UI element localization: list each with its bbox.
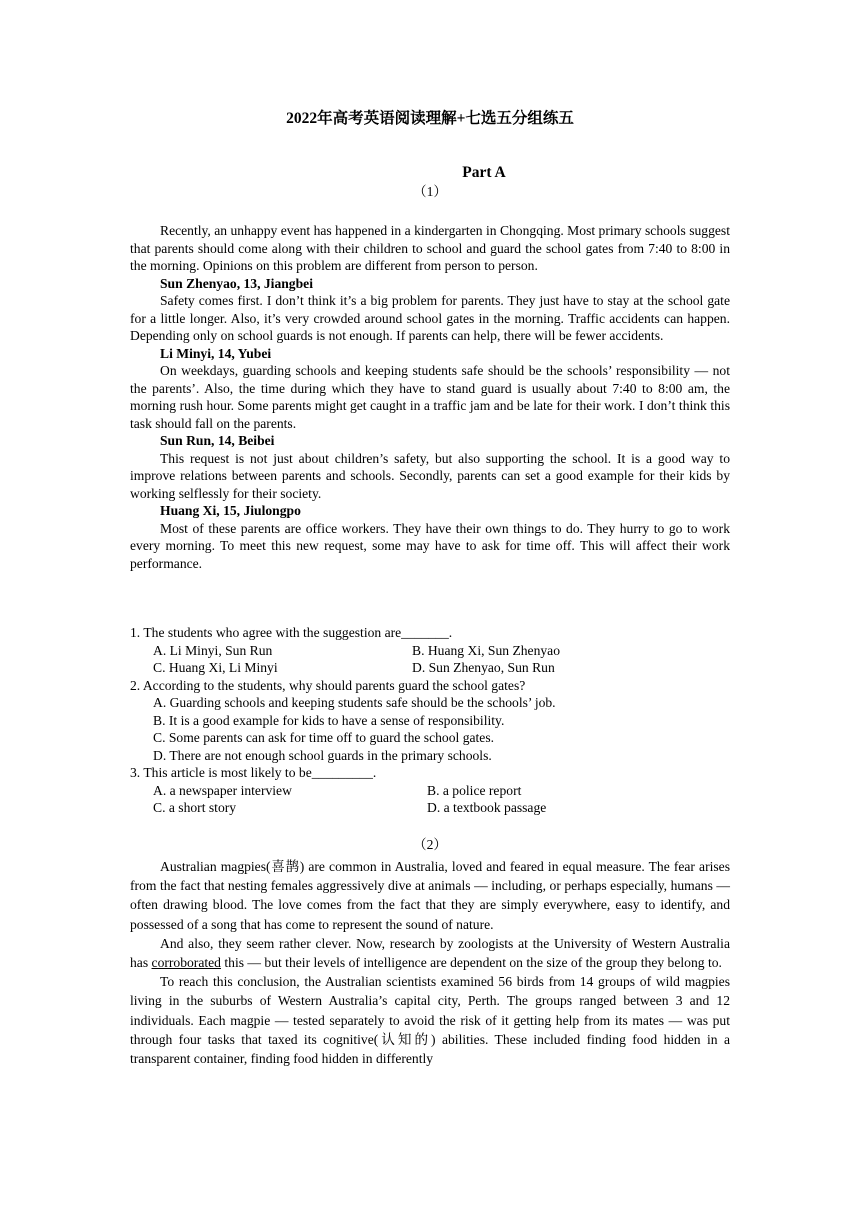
passage-2 — [130, 857, 730, 1068]
passage-1 — [130, 222, 730, 572]
question-stem: 2. According to the students, why should parents guard the school gates? — [130, 677, 526, 693]
speaker-opinion: Most of these parents are office workers. They have their own things to do. They hurry to go to work every morning. To meet this new request, some may have to ask for time off. This will affect their work performance. — [130, 520, 730, 571]
paragraph — [130, 934, 730, 972]
speaker-name: Sun Zhenyao, 13, Jiangbei — [160, 275, 313, 291]
option-row — [130, 642, 730, 660]
option: D. There are not enough school guards in the primary schools. — [153, 747, 492, 763]
option: D. Sun Zhenyao, Sun Run — [412, 660, 555, 675]
speaker-name: Huang Xi, 15, Jiulongpo — [160, 503, 301, 518]
option-row — [130, 782, 730, 800]
text: And also, they seem rather clever. Now, research by zoologists at the University of Western Australia has — [130, 935, 730, 971]
passage-number: （2） — [413, 837, 447, 852]
option: C. Some parents can ask for time off to guard the school gates. — [153, 730, 495, 745]
option: C. a short story — [153, 800, 237, 815]
option: C. Huang Xi, Li Minyi — [153, 660, 278, 675]
option-row — [130, 799, 730, 817]
questions — [130, 624, 730, 817]
question-stem: 1. The students who agree with the suggestion are_______. — [130, 625, 453, 640]
paragraph: Australian magpies(喜鹊) are common in Australia, loved and feared in equal measure. The fear arises from the fact that nesting females aggressively dive at animals — including, or perhaps especially, humans — often drawing blood. The love comes from the fact that they are simply everywhere, easy to identify, and possessed of a song that has come to represent the sound of nature. — [130, 859, 730, 932]
speaker-name: Sun Run, 14, Beibei — [160, 433, 275, 448]
text: this — but their levels of intelligence are dependent on the size of the group they belong to. — [220, 955, 722, 971]
option: A. Li Minyi, Sun Run — [153, 642, 273, 658]
part-heading: Part A — [462, 164, 506, 181]
option: B. a police report — [427, 782, 522, 798]
paragraph: To reach this conclusion, the Australian scientists examined 56 birds from 14 groups of wild magpies living in the suburbs of Western Australia’s capital city, Perth. The groups ranged between 3 and 12 individuals. Each magpie — tested separately to avoid the risk of it getting help from its mates — was put through four tasks that taxed its cognitive(认知的) abilities. These included finding food hidden in a transparent container, finding food hidden in differently — [130, 974, 730, 1067]
option: B. It is a good example for kids to have a sense of responsibility. — [153, 712, 505, 728]
option: A. Guarding schools and keeping students safe should be the schools’ job. — [153, 695, 556, 710]
document-title: 2022年高考英语阅读理解+七选五分组练五 — [286, 110, 574, 127]
speaker-opinion: Safety comes first. I don’t think it’s a big problem for parents. They just have to stay at the school gate for a little longer. Also, it’s very crowded around school gates in the morning. Traffic accidents can happen. Depending only on school guards is not enough. If parents can help, there will be fewer accidents. — [130, 293, 730, 343]
speaker-opinion: This request is not just about children’s safety, but also supporting the school. It is a good way to improve relations between parents and schools. Secondly, parents can set a good example for their kids by working selflessly for their society. — [130, 450, 730, 501]
option: A. a newspaper interview — [153, 782, 292, 798]
speaker-opinion: On weekdays, guarding schools and keeping students safe should be the schools’ responsibility — not the parents’. Also, the time during which they have to stand guard is usually about 7:40 to 8:00 am, the morning rush hour. Some parents might get caught in a traffic jam and be late for their work. I don’t think this task should fall on the parents. — [130, 363, 730, 431]
option-row — [130, 659, 730, 677]
passage-intro: Recently, an unhappy event has happened in a kindergarten in Chongqing. Most primary schools suggest that parents should come along with their children to school and guard the school gates from 7:40 to 8:00 in the morning. Opinions on this problem are different from person to person. — [130, 223, 730, 273]
underlined-word: corroborated — [151, 955, 221, 971]
passage-number: （1） — [413, 184, 447, 199]
option: B. Huang Xi, Sun Zhenyao — [412, 642, 561, 658]
option: D. a textbook passage — [427, 800, 547, 815]
question-stem: 3. This article is most likely to be_________. — [130, 765, 377, 780]
speaker-name: Li Minyi, 14, Yubei — [160, 345, 272, 361]
